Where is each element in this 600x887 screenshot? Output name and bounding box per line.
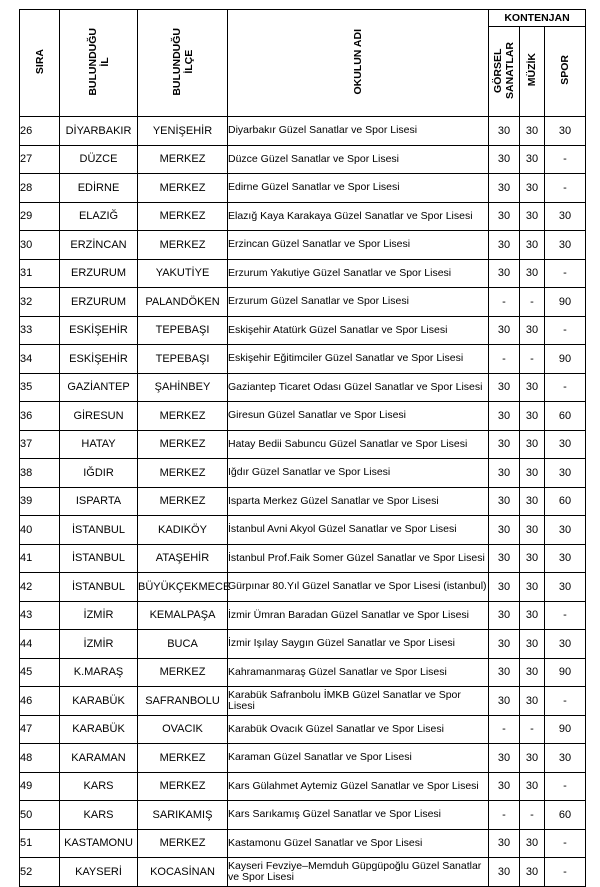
row-gorsel-sanatlar: 30 — [489, 658, 520, 687]
table-row — [20, 715, 586, 744]
row-okul-adi: Gürpınar 80.Yıl Güzel Sanatlar ve Spor Lisesi (istanbul) — [228, 573, 489, 602]
row-gorsel-sanatlar: 30 — [489, 373, 520, 402]
row-spor: - — [545, 174, 586, 203]
row-gorsel-sanatlar: 30 — [489, 487, 520, 516]
row-muzik: 30 — [520, 744, 545, 773]
table-row — [20, 345, 586, 374]
schools-table — [19, 9, 586, 887]
row-muzik: 30 — [520, 402, 545, 431]
row-muzik: 30 — [520, 174, 545, 203]
row-gorsel-sanatlar: 30 — [489, 544, 520, 573]
row-muzik: 30 — [520, 858, 545, 887]
header-il: BULUNDUĞU İL — [60, 10, 138, 117]
table-header — [20, 10, 586, 117]
header-muzik: MÜZİK — [520, 27, 545, 117]
row-ilce: MERKEZ — [138, 658, 228, 687]
row-spor: 30 — [545, 573, 586, 602]
row-spor: - — [545, 316, 586, 345]
row-ilce: MERKEZ — [138, 402, 228, 431]
row-il: ERZİNCAN — [60, 231, 138, 260]
row-okul-adi: İstanbul Avni Akyol Güzel Sanatlar ve Spor Lisesi — [228, 516, 489, 545]
row-okul-adi: İzmir Ümran Baradan Güzel Sanatlar ve Spor Lisesi — [228, 601, 489, 630]
row-sira: 26 — [20, 117, 60, 146]
row-muzik: 30 — [520, 430, 545, 459]
table-row — [20, 487, 586, 516]
table-row — [20, 744, 586, 773]
row-okul-adi: Elazığ Kaya Karakaya Güzel Sanatlar ve Spor Lisesi — [228, 202, 489, 231]
row-il: KARS — [60, 772, 138, 801]
row-spor: 90 — [545, 715, 586, 744]
row-spor: 30 — [545, 744, 586, 773]
row-okul-adi: Erzincan Güzel Sanatlar ve Spor Lisesi — [228, 231, 489, 260]
row-okul-adi: Kahramanmaraş Güzel Sanatlar ve Spor Lisesi — [228, 658, 489, 687]
row-spor: 90 — [545, 658, 586, 687]
table-row — [20, 658, 586, 687]
table-row — [20, 829, 586, 858]
row-okul-adi: Erzurum Güzel Sanatlar ve Spor Lisesi — [228, 288, 489, 317]
row-spor: - — [545, 858, 586, 887]
row-il: K.MARAŞ — [60, 658, 138, 687]
row-spor: 30 — [545, 459, 586, 488]
row-il: KARABÜK — [60, 715, 138, 744]
row-ilce: TEPEBAŞI — [138, 345, 228, 374]
row-ilce: MERKEZ — [138, 744, 228, 773]
row-muzik: - — [520, 715, 545, 744]
row-il: EDİRNE — [60, 174, 138, 203]
row-il: DÜZCE — [60, 145, 138, 174]
row-gorsel-sanatlar: 30 — [489, 459, 520, 488]
row-il: ESKİŞEHİR — [60, 316, 138, 345]
row-il: KARS — [60, 801, 138, 830]
row-ilce: OVACIK — [138, 715, 228, 744]
row-gorsel-sanatlar: 30 — [489, 430, 520, 459]
table-row — [20, 288, 586, 317]
row-ilce: KOCASİNAN — [138, 858, 228, 887]
row-il: İSTANBUL — [60, 544, 138, 573]
table-row — [20, 601, 586, 630]
row-okul-adi: Gaziantep Ticaret Odası Güzel Sanatlar ve Spor Lisesi — [228, 373, 489, 402]
row-ilce: ATAŞEHİR — [138, 544, 228, 573]
row-ilce: MERKEZ — [138, 829, 228, 858]
table-row — [20, 573, 586, 602]
row-spor: 30 — [545, 231, 586, 260]
table-row — [20, 459, 586, 488]
row-sira: 29 — [20, 202, 60, 231]
row-spor: 30 — [545, 544, 586, 573]
row-muzik: 30 — [520, 829, 545, 858]
row-gorsel-sanatlar: - — [489, 288, 520, 317]
row-il: ISPARTA — [60, 487, 138, 516]
row-sira: 27 — [20, 145, 60, 174]
row-spor: - — [545, 145, 586, 174]
row-okul-adi: İstanbul Prof.Faik Somer Güzel Sanatlar ve Spor Lisesi — [228, 544, 489, 573]
row-okul-adi: Eskişehir Atatürk Güzel Sanatlar ve Spor Lisesi — [228, 316, 489, 345]
table-row — [20, 145, 586, 174]
row-muzik: 30 — [520, 573, 545, 602]
row-ilce: MERKEZ — [138, 487, 228, 516]
row-gorsel-sanatlar: - — [489, 801, 520, 830]
row-sira: 43 — [20, 601, 60, 630]
row-okul-adi: Karabük Safranbolu İMKB Güzel Sanatlar ve Spor Lisesi — [228, 687, 489, 716]
row-il: İSTANBUL — [60, 573, 138, 602]
row-muzik: 30 — [520, 202, 545, 231]
row-okul-adi: Diyarbakır Güzel Sanatlar ve Spor Lisesi — [228, 117, 489, 146]
row-ilce: SAFRANBOLU — [138, 687, 228, 716]
row-okul-adi: Edirne Güzel Sanatlar ve Spor Lisesi — [228, 174, 489, 203]
row-ilce: YAKUTİYE — [138, 259, 228, 288]
row-spor: 30 — [545, 202, 586, 231]
row-okul-adi: Iğdır Güzel Sanatlar ve Spor Lisesi — [228, 459, 489, 488]
row-ilce: ŞAHİNBEY — [138, 373, 228, 402]
row-muzik: 30 — [520, 658, 545, 687]
row-sira: 48 — [20, 744, 60, 773]
row-il: İSTANBUL — [60, 516, 138, 545]
table-row — [20, 174, 586, 203]
table-row — [20, 316, 586, 345]
row-sira: 47 — [20, 715, 60, 744]
header-sira: SIRA — [20, 10, 60, 117]
row-sira: 38 — [20, 459, 60, 488]
row-il: DİYARBAKIR — [60, 117, 138, 146]
header-gorsel: GÖRSEL SANATLAR — [489, 27, 520, 117]
row-gorsel-sanatlar: 30 — [489, 744, 520, 773]
row-ilce: SARIKAMIŞ — [138, 801, 228, 830]
row-il: IĞDIR — [60, 459, 138, 488]
row-gorsel-sanatlar: 30 — [489, 573, 520, 602]
row-spor: 30 — [545, 630, 586, 659]
row-spor: 60 — [545, 487, 586, 516]
row-il: GİRESUN — [60, 402, 138, 431]
row-okul-adi: Giresun Güzel Sanatlar ve Spor Lisesi — [228, 402, 489, 431]
row-muzik: 30 — [520, 117, 545, 146]
table-row — [20, 430, 586, 459]
row-sira: 46 — [20, 687, 60, 716]
row-gorsel-sanatlar: 30 — [489, 259, 520, 288]
row-ilce: MERKEZ — [138, 174, 228, 203]
row-okul-adi: Isparta Merkez Güzel Sanatlar ve Spor Lisesi — [228, 487, 489, 516]
row-sira: 44 — [20, 630, 60, 659]
row-sira: 51 — [20, 829, 60, 858]
row-okul-adi: Düzce Güzel Sanatlar ve Spor Lisesi — [228, 145, 489, 174]
row-muzik: 30 — [520, 516, 545, 545]
table-row — [20, 402, 586, 431]
row-spor: 30 — [545, 516, 586, 545]
table-row — [20, 516, 586, 545]
row-okul-adi: Eskişehir Eğitimciler Güzel Sanatlar ve Spor Lisesi — [228, 345, 489, 374]
row-muzik: 30 — [520, 544, 545, 573]
row-sira: 50 — [20, 801, 60, 830]
row-sira: 34 — [20, 345, 60, 374]
row-spor: 30 — [545, 430, 586, 459]
row-il: ERZURUM — [60, 288, 138, 317]
row-okul-adi: Kars Sarıkamış Güzel Sanatlar ve Spor Lisesi — [228, 801, 489, 830]
table-row — [20, 858, 586, 887]
row-gorsel-sanatlar: 30 — [489, 174, 520, 203]
row-muzik: - — [520, 801, 545, 830]
row-gorsel-sanatlar: 30 — [489, 202, 520, 231]
header-spor: SPOR — [545, 27, 586, 117]
table-row — [20, 772, 586, 801]
row-spor: - — [545, 601, 586, 630]
row-ilce: TEPEBAŞI — [138, 316, 228, 345]
row-ilce: MERKEZ — [138, 231, 228, 260]
row-ilce: BÜYÜKÇEKMECE — [138, 573, 228, 602]
row-gorsel-sanatlar: - — [489, 345, 520, 374]
row-ilce: BUCA — [138, 630, 228, 659]
row-il: İZMİR — [60, 601, 138, 630]
row-ilce: MERKEZ — [138, 459, 228, 488]
row-gorsel-sanatlar: 30 — [489, 687, 520, 716]
row-sira: 41 — [20, 544, 60, 573]
row-sira: 40 — [20, 516, 60, 545]
row-ilce: MERKEZ — [138, 772, 228, 801]
row-muzik: 30 — [520, 316, 545, 345]
row-sira: 30 — [20, 231, 60, 260]
row-sira: 36 — [20, 402, 60, 431]
table-row — [20, 117, 586, 146]
row-okul-adi: Kars Gülahmet Aytemiz Güzel Sanatlar ve Spor Lisesi — [228, 772, 489, 801]
header-kontenjan: KONTENJAN — [489, 10, 586, 27]
row-il: ELAZIĞ — [60, 202, 138, 231]
row-ilce: MERKEZ — [138, 202, 228, 231]
table-body — [20, 117, 586, 887]
row-muzik: 30 — [520, 630, 545, 659]
row-okul-adi: Hatay Bedii Sabuncu Güzel Sanatlar ve Spor Lisesi — [228, 430, 489, 459]
row-gorsel-sanatlar: 30 — [489, 316, 520, 345]
table-row — [20, 630, 586, 659]
row-muzik: 30 — [520, 259, 545, 288]
row-gorsel-sanatlar: 30 — [489, 601, 520, 630]
row-spor: - — [545, 373, 586, 402]
row-muzik: - — [520, 345, 545, 374]
row-il: KAYSERİ — [60, 858, 138, 887]
row-il: HATAY — [60, 430, 138, 459]
row-okul-adi: İzmir Işılay Saygın Güzel Sanatlar ve Spor Lisesi — [228, 630, 489, 659]
table-row — [20, 259, 586, 288]
row-ilce: MERKEZ — [138, 145, 228, 174]
row-gorsel-sanatlar: 30 — [489, 630, 520, 659]
row-okul-adi: Erzurum Yakutiye Güzel Sanatlar ve Spor Lisesi — [228, 259, 489, 288]
row-ilce: MERKEZ — [138, 430, 228, 459]
row-okul-adi: Karaman Güzel Sanatlar ve Spor Lisesi — [228, 744, 489, 773]
row-spor: 60 — [545, 402, 586, 431]
row-gorsel-sanatlar: 30 — [489, 117, 520, 146]
row-gorsel-sanatlar: - — [489, 715, 520, 744]
row-spor: 90 — [545, 288, 586, 317]
row-okul-adi: Karabük Ovacık Güzel Sanatlar ve Spor Lisesi — [228, 715, 489, 744]
row-gorsel-sanatlar: 30 — [489, 829, 520, 858]
row-muzik: 30 — [520, 687, 545, 716]
row-muzik: 30 — [520, 772, 545, 801]
row-ilce: PALANDÖKEN — [138, 288, 228, 317]
row-ilce: KADIKÖY — [138, 516, 228, 545]
row-il: ESKİŞEHİR — [60, 345, 138, 374]
row-muzik: 30 — [520, 487, 545, 516]
row-gorsel-sanatlar: 30 — [489, 516, 520, 545]
row-il: KARAMAN — [60, 744, 138, 773]
row-spor: 30 — [545, 117, 586, 146]
row-gorsel-sanatlar: 30 — [489, 145, 520, 174]
row-muzik: 30 — [520, 459, 545, 488]
table-row — [20, 544, 586, 573]
table-row — [20, 801, 586, 830]
row-spor: - — [545, 259, 586, 288]
row-sira: 32 — [20, 288, 60, 317]
row-il: İZMİR — [60, 630, 138, 659]
row-muzik: 30 — [520, 601, 545, 630]
row-sira: 28 — [20, 174, 60, 203]
row-muzik: - — [520, 288, 545, 317]
table-row — [20, 231, 586, 260]
row-ilce: KEMALPAŞA — [138, 601, 228, 630]
row-okul-adi: Kayseri Fevziye–Memduh Güpgüpoğlu Güzel Sanatlar ve Spor Lisesi — [228, 858, 489, 887]
row-sira: 49 — [20, 772, 60, 801]
row-il: KASTAMONU — [60, 829, 138, 858]
row-gorsel-sanatlar: 30 — [489, 858, 520, 887]
table-row — [20, 687, 586, 716]
row-il: GAZİANTEP — [60, 373, 138, 402]
row-spor: 60 — [545, 801, 586, 830]
header-okul: OKULUN ADI — [228, 10, 489, 117]
row-okul-adi: Kastamonu Güzel Sanatlar ve Spor Lisesi — [228, 829, 489, 858]
row-il: KARABÜK — [60, 687, 138, 716]
row-sira: 42 — [20, 573, 60, 602]
row-muzik: 30 — [520, 231, 545, 260]
row-ilce: YENİŞEHİR — [138, 117, 228, 146]
row-sira: 39 — [20, 487, 60, 516]
row-spor: 90 — [545, 345, 586, 374]
table-row — [20, 202, 586, 231]
row-spor: - — [545, 687, 586, 716]
row-gorsel-sanatlar: 30 — [489, 231, 520, 260]
row-sira: 37 — [20, 430, 60, 459]
row-sira: 33 — [20, 316, 60, 345]
row-il: ERZURUM — [60, 259, 138, 288]
row-sira: 52 — [20, 858, 60, 887]
row-gorsel-sanatlar: 30 — [489, 402, 520, 431]
row-spor: - — [545, 772, 586, 801]
row-muzik: 30 — [520, 373, 545, 402]
header-ilce: BULUNDUĞU İLÇE — [138, 10, 228, 117]
row-spor: - — [545, 829, 586, 858]
row-sira: 35 — [20, 373, 60, 402]
table-row — [20, 373, 586, 402]
row-muzik: 30 — [520, 145, 545, 174]
row-sira: 31 — [20, 259, 60, 288]
row-gorsel-sanatlar: 30 — [489, 772, 520, 801]
row-sira: 45 — [20, 658, 60, 687]
